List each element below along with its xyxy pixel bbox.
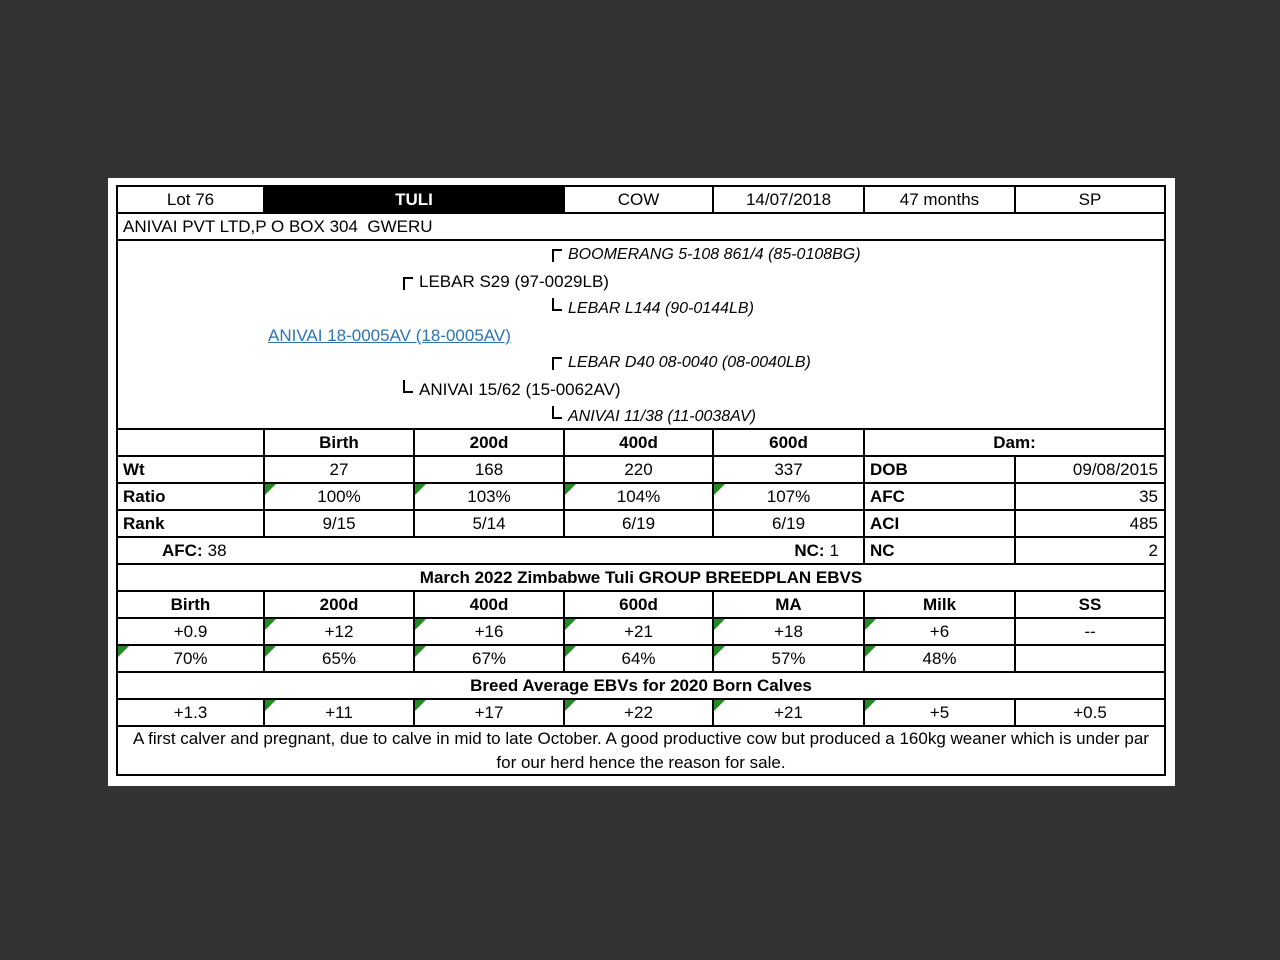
sex-cell: COW <box>565 187 714 212</box>
ratio-400d: 104% <box>565 484 714 509</box>
breed-avg-title: Breed Average EBVs for 2020 Born Calves <box>470 675 812 695</box>
sire-sire-name: BOOMERANG 5-108 861/4 (85-0108BG) <box>568 246 861 263</box>
col-header-200d: 200d <box>415 430 565 455</box>
avg-600d: +22 <box>565 700 714 725</box>
sale-comment: A first calver and pregnant, due to calve in mid to late October. A good productive cow but produced a 160kg weaner which is under par for our herd hence the reason for sale. <box>133 728 1149 772</box>
ebv-title-row <box>118 565 1164 592</box>
pedigree-sire-sire <box>552 241 861 268</box>
afc-label: AFC: <box>162 540 203 560</box>
catalog-page <box>108 178 1175 786</box>
acc-milk: 48% <box>865 646 1016 671</box>
rank-row <box>118 511 1164 538</box>
dam-value-dob: 09/08/2015 <box>1072 459 1158 479</box>
avg-ma: +21 <box>714 700 865 725</box>
age-cell: 47 months <box>865 187 1016 212</box>
pedigree-block <box>118 241 1164 430</box>
col-header-400d: 400d <box>565 430 714 455</box>
nc-label: NC: <box>794 540 825 560</box>
wt-birth: 27 <box>265 457 415 482</box>
wt-200d: 168 <box>415 457 565 482</box>
pedigree-connector-top-icon <box>403 277 413 290</box>
ebv-ss: -- <box>1084 621 1096 641</box>
performance-header-row <box>118 430 1164 457</box>
ebv-milk: +6 <box>865 619 1016 644</box>
lot-number: Lot 76 <box>118 187 265 212</box>
dam-dam-name: ANIVAI 11/38 (11-0038AV) <box>568 408 756 425</box>
ebv-col-200d: 200d <box>265 592 415 617</box>
avg-milk: +5 <box>865 700 1016 725</box>
wt-600d: 337 <box>714 457 865 482</box>
ratio-600d: 107% <box>714 484 865 509</box>
dam-name: ANIVAI 15/62 (15-0062AV) <box>419 380 621 399</box>
row-label-ratio: Ratio <box>118 484 265 509</box>
col-header-600d: 600d <box>714 430 865 455</box>
ebv-title: March 2022 Zimbabwe Tuli GROUP BREEDPLAN EBVS <box>419 567 863 587</box>
pedigree-connector-top-icon <box>552 357 562 370</box>
dam-value-nc: 2 <box>1148 540 1158 560</box>
acc-ss <box>1016 646 1164 671</box>
dam-label-nc: NC <box>865 538 1016 563</box>
rank-birth: 9/15 <box>265 511 415 536</box>
pedigree-sire-dam <box>552 295 754 322</box>
wt-row <box>118 457 1164 484</box>
nc-pair <box>794 541 839 561</box>
ebv-ma: +18 <box>714 619 865 644</box>
ebv-values-row <box>118 619 1164 646</box>
afc-nc-merged-cell <box>118 538 865 563</box>
nc-value: 1 <box>829 540 839 560</box>
owner-row <box>118 214 1164 241</box>
acc-200d: 65% <box>265 646 415 671</box>
pedigree-animal <box>268 322 511 349</box>
sire-name: LEBAR S29 (97-0029LB) <box>419 272 609 291</box>
breed-avg-values-row <box>118 700 1164 727</box>
avg-400d: +17 <box>415 700 565 725</box>
afc-pair <box>162 541 227 561</box>
dam-header: Dam: <box>993 432 1036 452</box>
ratio-birth: 100% <box>265 484 415 509</box>
pedigree-connector-bottom-icon <box>552 298 562 311</box>
dam-label-afc: AFC <box>865 484 1016 509</box>
header-row <box>118 187 1164 214</box>
rank-200d: 5/14 <box>415 511 565 536</box>
ebv-header-row <box>118 592 1164 619</box>
ebv-col-ma: MA <box>714 592 865 617</box>
ebv-col-birth: Birth <box>118 592 265 617</box>
pedigree-connector-top-icon <box>552 249 562 262</box>
ebv-200d: +12 <box>265 619 415 644</box>
pedigree-connector-bottom-icon <box>403 380 413 393</box>
row-label-rank: Rank <box>118 511 265 536</box>
ebv-400d: +16 <box>415 619 565 644</box>
ebv-600d: +21 <box>565 619 714 644</box>
pedigree-sire <box>403 268 609 295</box>
pedigree-dam-dam <box>552 403 756 430</box>
sire-dam-name: LEBAR L144 (90-0144LB) <box>568 300 754 317</box>
ebv-col-milk: Milk <box>865 592 1016 617</box>
wt-400d: 220 <box>565 457 714 482</box>
pedigree-dam-sire <box>552 349 811 376</box>
avg-ss: +0.5 <box>1073 702 1107 722</box>
acc-600d: 64% <box>565 646 714 671</box>
dam-value-afc: 35 <box>1139 486 1158 506</box>
ebv-birth: +0.9 <box>118 619 265 644</box>
animal-link[interactable]: ANIVAI 18-0005AV (18-0005AV) <box>268 326 511 345</box>
dam-value-aci: 485 <box>1129 513 1158 533</box>
acc-400d: 67% <box>415 646 565 671</box>
owner-name: ANIVAI PVT LTD,P O BOX 304 GWERU <box>123 216 433 236</box>
avg-birth: +1.3 <box>118 700 265 725</box>
breed-avg-title-row <box>118 673 1164 700</box>
afc-value: 38 <box>207 540 227 560</box>
pedigree-dam <box>403 376 621 403</box>
rank-400d: 6/19 <box>565 511 714 536</box>
acc-birth: 70% <box>118 646 265 671</box>
breed-cell: TULI <box>265 187 565 212</box>
ratio-row <box>118 484 1164 511</box>
col-header-birth: Birth <box>265 430 415 455</box>
dam-label-dob: DOB <box>865 457 1016 482</box>
dam-label-aci: ACI <box>865 511 1016 536</box>
rank-600d: 6/19 <box>714 511 865 536</box>
acc-ma: 57% <box>714 646 865 671</box>
ebv-col-400d: 400d <box>415 592 565 617</box>
birth-date-cell: 14/07/2018 <box>714 187 865 212</box>
row-label-wt: Wt <box>118 457 265 482</box>
avg-200d: +11 <box>265 700 415 725</box>
dam-sire-name: LEBAR D40 08-0040 (08-0040LB) <box>568 354 811 371</box>
pedigree-connector-bottom-icon <box>552 406 562 419</box>
afc-nc-row <box>118 538 1164 565</box>
ebv-col-ss: SS <box>1078 594 1102 614</box>
blank-corner-cell <box>118 430 265 455</box>
ratio-200d: 103% <box>415 484 565 509</box>
ebv-accuracy-row <box>118 646 1164 673</box>
ebv-col-600d: 600d <box>565 592 714 617</box>
code-cell: SP <box>1078 189 1102 209</box>
lot-sheet <box>116 185 1166 776</box>
